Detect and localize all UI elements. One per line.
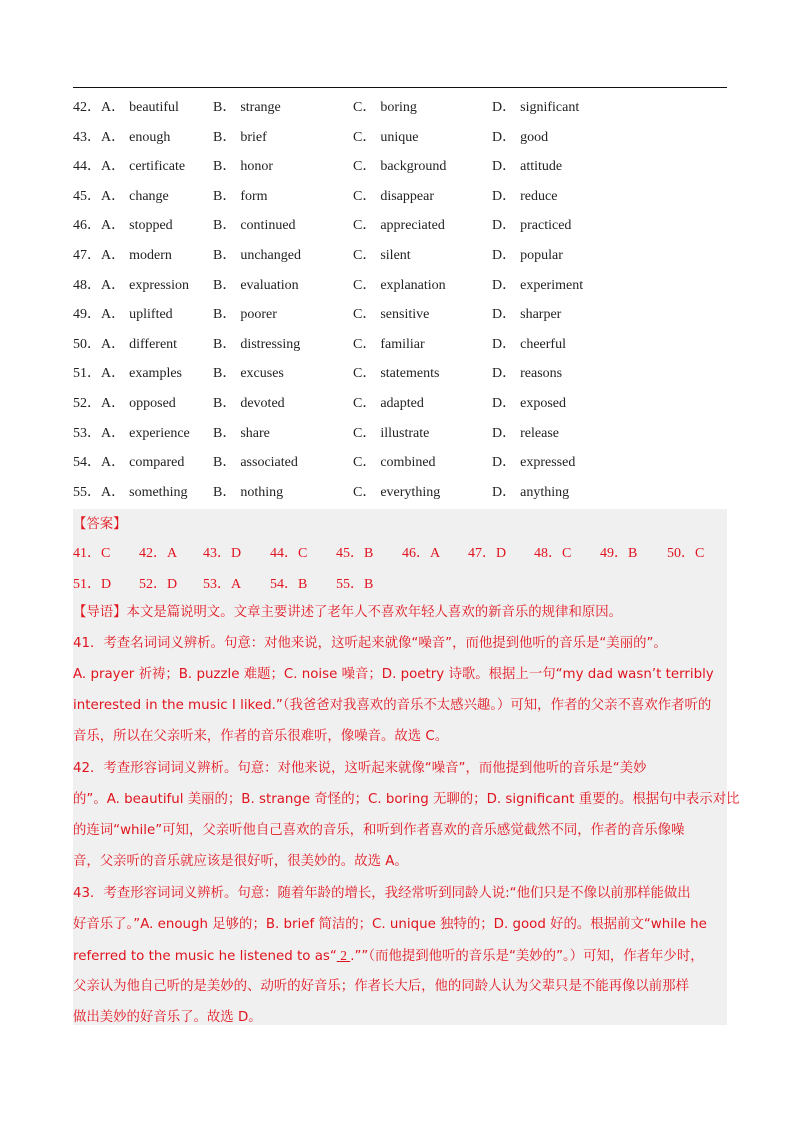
- option-word: good: [520, 129, 549, 145]
- guide-line: 【导语】本文是篇说明文。文章主要讲述了老年人不喜欢年轻人喜欢的新音乐的规律和原因。: [73, 605, 623, 620]
- option-a: [101, 482, 187, 504]
- option-letter: A．: [101, 366, 126, 382]
- explanation-line: 音乐，所以在父亲听来，作者的音乐很难听，像噪音。故选 C。: [73, 729, 449, 744]
- option-letter: C．: [353, 366, 377, 382]
- option-word: different: [129, 336, 178, 352]
- option-a: [101, 275, 189, 297]
- explanation-line: interested in the music I liked.”（我爸爸对我喜欢的音乐不太感兴趣。）可知，作者的父亲不喜欢作者听的: [73, 698, 712, 713]
- option-letter: C．: [353, 277, 377, 293]
- option-b: [213, 186, 268, 208]
- option-letter: D．: [492, 277, 517, 293]
- option-word: beautiful: [129, 100, 179, 115]
- answer-item: 41．C: [73, 546, 111, 561]
- option-word: nothing: [240, 484, 284, 500]
- option-word: sharper: [520, 307, 562, 323]
- explanation-line: 41．考查名词词义辨析。句意：对他来说，这听起来就像“噪音”，而他提到他听的音乐是“美丽的”。: [73, 636, 667, 651]
- option-word: honor: [240, 159, 274, 175]
- answer-item: 42．A: [139, 546, 178, 561]
- option-letter: B．: [213, 366, 237, 382]
- option-letter: A．: [101, 277, 126, 293]
- answer-row-1: [73, 542, 727, 562]
- explanation-text: referred to the music he listened to as“: [73, 949, 337, 964]
- option-a: [101, 215, 173, 237]
- option-letter: D．: [492, 366, 517, 382]
- options-list: [73, 97, 727, 511]
- option-word: sensitive: [380, 307, 430, 323]
- option-c: [353, 423, 429, 445]
- option-c: [353, 482, 440, 504]
- answer-item: 54．B: [270, 577, 308, 592]
- option-word: unchanged: [240, 247, 301, 263]
- option-c: [353, 275, 446, 297]
- option-word: certificate: [129, 159, 186, 175]
- option-word: brief: [240, 129, 267, 145]
- answer-block: [73, 509, 740, 1025]
- option-word: expressed: [520, 455, 576, 471]
- option-word: excuses: [240, 366, 284, 382]
- question-number: 42．: [73, 100, 101, 115]
- option-word: modern: [129, 247, 172, 263]
- explanation-text: .””（而他提到他听的音乐是“美妙的”。）可知，作者年少时，: [350, 949, 704, 964]
- option-d: [492, 275, 583, 297]
- option-letter: C．: [353, 100, 377, 115]
- option-letter: C．: [353, 159, 377, 175]
- question-number: 48．: [73, 277, 101, 293]
- explanation-line: 做出美妙的好音乐了。故选 D。: [73, 1010, 262, 1025]
- option-row: [73, 127, 727, 157]
- question-number: 50．: [73, 336, 101, 352]
- option-word: change: [129, 188, 169, 204]
- option-word: stopped: [129, 218, 173, 234]
- option-letter: A．: [101, 455, 126, 471]
- option-letter: B．: [213, 395, 237, 411]
- option-row: [73, 423, 727, 453]
- option-row: [73, 304, 727, 334]
- option-letter: C．: [353, 455, 377, 471]
- option-word: cheerful: [520, 336, 566, 352]
- explanation-line: 父亲认为他自己听的是美妙的、动听的好音乐；作者长大后，他的同龄人认为父辈只是不能再像以前那样: [73, 979, 689, 994]
- option-row: [73, 156, 727, 186]
- explanation-line: 42．考查形容词词义辨析。句意：对他来说，这听起来就像“噪音”，而他提到他听的音乐是“美妙: [73, 761, 647, 776]
- option-c: [353, 97, 417, 119]
- option-word: explanation: [380, 277, 446, 293]
- option-letter: B．: [213, 484, 237, 500]
- option-word: reasons: [520, 366, 563, 382]
- option-a: [101, 186, 169, 208]
- answer-item: 52．D: [139, 577, 178, 592]
- option-word: devoted: [240, 395, 285, 411]
- option-b: [213, 215, 296, 237]
- option-word: significant: [520, 100, 580, 115]
- option-d: [492, 393, 566, 415]
- option-c: [353, 186, 434, 208]
- option-letter: D．: [492, 129, 517, 145]
- option-d: [492, 97, 579, 119]
- option-letter: C．: [353, 218, 377, 234]
- option-word: evaluation: [240, 277, 299, 293]
- option-letter: A．: [101, 425, 126, 441]
- option-letter: C．: [353, 336, 377, 352]
- option-row: [73, 482, 727, 512]
- question-number: 45．: [73, 188, 101, 204]
- option-word: appreciated: [380, 218, 445, 234]
- option-letter: A．: [101, 247, 126, 263]
- option-row: [73, 275, 727, 305]
- option-word: distressing: [240, 336, 301, 352]
- question-number: 47．: [73, 247, 101, 263]
- option-row: [73, 215, 727, 245]
- option-a: [101, 423, 190, 445]
- option-word: enough: [129, 129, 171, 145]
- option-d: [492, 482, 569, 504]
- option-letter: A．: [101, 129, 126, 145]
- option-letter: B．: [213, 336, 237, 352]
- option-letter: D．: [492, 100, 517, 115]
- answer-item: 43．D: [203, 546, 242, 561]
- option-word: popular: [520, 247, 563, 263]
- question-number: 52．: [73, 395, 101, 411]
- option-word: adapted: [380, 395, 424, 411]
- option-c: [353, 215, 445, 237]
- option-c: [353, 304, 429, 326]
- option-word: continued: [240, 218, 296, 234]
- option-letter: C．: [353, 247, 377, 263]
- option-word: strange: [240, 100, 281, 115]
- answer-item: 48．C: [534, 546, 572, 561]
- option-d: [492, 245, 563, 267]
- question-number: 49．: [73, 307, 101, 323]
- option-d: [492, 423, 559, 445]
- option-d: [492, 215, 571, 237]
- option-letter: C．: [353, 395, 377, 411]
- option-d: [492, 156, 562, 178]
- answer-title: 【答案】: [73, 517, 127, 532]
- option-b: [213, 334, 300, 356]
- option-word: experiment: [520, 277, 584, 293]
- option-letter: D．: [492, 484, 517, 500]
- option-a: [101, 452, 184, 474]
- option-b: [213, 452, 298, 474]
- answer-item: 45．B: [336, 546, 374, 561]
- option-b: [213, 275, 299, 297]
- option-word: attitude: [520, 159, 563, 175]
- explanation-line: 的”。A. beautiful 美丽的；B. strange 奇怪的；C. boring 无聊的；D. significant 重要的。根据句中表示对比: [73, 792, 740, 807]
- option-a: [101, 363, 182, 385]
- option-word: disappear: [380, 188, 434, 204]
- option-word: uplifted: [129, 307, 173, 323]
- answer-item: 47．D: [468, 546, 507, 561]
- option-word: examples: [129, 366, 182, 382]
- option-word: combined: [380, 455, 436, 471]
- option-b: [213, 363, 284, 385]
- option-letter: B．: [213, 247, 237, 263]
- answer-item: 50．C: [667, 546, 705, 561]
- question-number: 51．: [73, 366, 101, 382]
- option-a: [101, 245, 172, 267]
- option-letter: A．: [101, 484, 126, 500]
- option-c: [353, 127, 418, 149]
- option-letter: D．: [492, 336, 517, 352]
- option-letter: D．: [492, 307, 517, 323]
- option-letter: B．: [213, 100, 237, 115]
- question-number: 55．: [73, 484, 101, 500]
- option-word: illustrate: [380, 425, 430, 441]
- option-row: [73, 334, 727, 364]
- option-word: poorer: [240, 307, 277, 323]
- option-c: [353, 245, 411, 267]
- option-a: [101, 304, 173, 326]
- option-a: [101, 334, 177, 356]
- option-d: [492, 452, 575, 474]
- option-letter: C．: [353, 484, 377, 500]
- option-c: [353, 452, 436, 474]
- option-letter: C．: [353, 129, 377, 145]
- option-word: something: [129, 484, 188, 500]
- option-row: [73, 245, 727, 275]
- option-word: everything: [380, 484, 441, 500]
- option-letter: C．: [353, 188, 377, 204]
- option-letter: A．: [101, 395, 126, 411]
- option-b: [213, 304, 277, 326]
- option-d: [492, 363, 562, 385]
- option-letter: D．: [492, 159, 517, 175]
- option-b: [213, 97, 281, 119]
- option-letter: C．: [353, 307, 377, 323]
- option-b: [213, 482, 283, 504]
- option-letter: A．: [101, 307, 126, 323]
- option-d: [492, 127, 548, 149]
- option-word: experience: [129, 425, 190, 441]
- option-b: [213, 156, 273, 178]
- option-d: [492, 186, 557, 208]
- option-a: [101, 127, 170, 149]
- option-letter: B．: [213, 455, 237, 471]
- option-word: expression: [129, 277, 190, 293]
- option-c: [353, 363, 439, 385]
- option-b: [213, 423, 270, 445]
- answer-item: 55．B: [336, 577, 374, 592]
- option-a: [101, 156, 185, 178]
- option-word: opposed: [129, 395, 176, 411]
- option-c: [353, 156, 446, 178]
- option-letter: A．: [101, 159, 126, 175]
- option-letter: D．: [492, 425, 517, 441]
- option-row: [73, 186, 727, 216]
- option-b: [213, 245, 301, 267]
- option-word: reduce: [520, 188, 558, 204]
- option-a: [101, 393, 176, 415]
- explanation-line: 43．考查形容词词义辨析。句意：随着年龄的增长，我经常听到同龄人说:“他们只是不像以前那样能做出: [73, 886, 691, 901]
- option-row: [73, 97, 727, 127]
- option-word: boring: [380, 100, 417, 115]
- option-b: [213, 127, 267, 149]
- option-word: exposed: [520, 395, 567, 411]
- option-letter: D．: [492, 218, 517, 234]
- option-row: [73, 393, 727, 423]
- option-letter: B．: [213, 159, 237, 175]
- option-letter: B．: [213, 129, 237, 145]
- question-number: 44．: [73, 159, 101, 175]
- option-word: silent: [380, 247, 411, 263]
- question-number: 53．: [73, 425, 101, 441]
- option-letter: D．: [492, 395, 517, 411]
- explanation-line: 音，父亲听的音乐就应该是很好听，很美妙的。故选 A。: [73, 854, 408, 869]
- option-letter: B．: [213, 188, 237, 204]
- option-letter: A．: [101, 336, 126, 352]
- option-word: associated: [240, 455, 298, 471]
- option-d: [492, 304, 561, 326]
- explanation-line: 好音乐了。”A. enough 足够的；B. brief 简洁的；C. unique 独特的；D. good 好的。根据前文“while he: [73, 917, 707, 932]
- option-letter: D．: [492, 455, 517, 471]
- option-letter: B．: [213, 307, 237, 323]
- option-a: [101, 97, 179, 119]
- option-word: familiar: [380, 336, 425, 352]
- question-number: 43．: [73, 129, 101, 145]
- answer-item: 53．A: [203, 577, 242, 592]
- option-c: [353, 393, 424, 415]
- question-number: 54．: [73, 455, 101, 471]
- question-number: 46．: [73, 218, 101, 234]
- blank-number: 2: [336, 948, 351, 963]
- top-rule: [73, 87, 727, 88]
- option-word: background: [380, 159, 447, 175]
- option-letter: D．: [492, 188, 517, 204]
- answer-item: 46．A: [402, 546, 441, 561]
- option-word: unique: [380, 129, 419, 145]
- option-letter: B．: [213, 425, 237, 441]
- option-letter: A．: [101, 188, 126, 204]
- explanation-line: [73, 946, 727, 967]
- option-c: [353, 334, 425, 356]
- option-d: [492, 334, 566, 356]
- option-word: form: [240, 188, 268, 204]
- option-word: practiced: [520, 218, 572, 234]
- answer-item: 49．B: [600, 546, 638, 561]
- answer-item: 51．D: [73, 577, 112, 592]
- option-row: [73, 452, 727, 482]
- answer-row-2: [73, 573, 727, 593]
- explanation-line: A. prayer 祈祷；B. puzzle 难题；C. noise 噪音；D. poetry 诗歌。根据上一句“my dad wasn’t terribly: [73, 667, 714, 682]
- option-word: anything: [520, 484, 570, 500]
- option-word: share: [240, 425, 270, 441]
- option-row: [73, 363, 727, 393]
- option-letter: B．: [213, 277, 237, 293]
- option-letter: D．: [492, 247, 517, 263]
- option-word: release: [520, 425, 559, 441]
- answer-item: 44．C: [270, 546, 308, 561]
- option-b: [213, 393, 285, 415]
- option-word: statements: [380, 366, 440, 382]
- option-letter: B．: [213, 218, 237, 234]
- option-letter: A．: [101, 218, 126, 234]
- option-letter: A．: [101, 100, 126, 115]
- explanation-line: 的连词“while”可知，父亲听他自己喜欢的音乐，和听到作者喜欢的音乐感觉截然不同，作者的音乐像噪: [73, 823, 685, 838]
- option-word: compared: [129, 455, 185, 471]
- option-letter: C．: [353, 425, 377, 441]
